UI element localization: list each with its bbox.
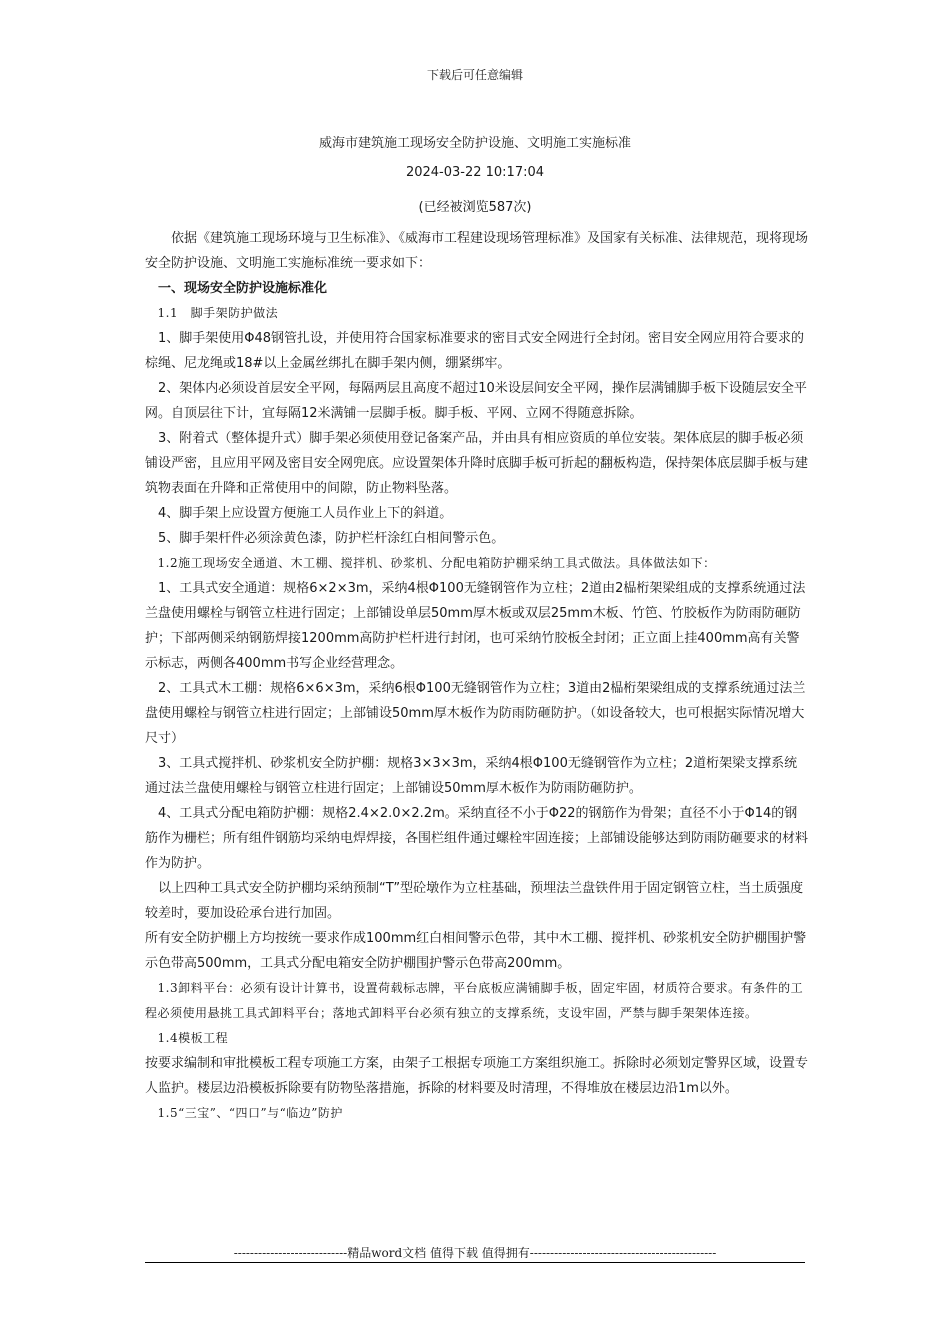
paragraph: 4、脚手架上应设置方便施工人员作业上下的斜道。 bbox=[145, 506, 453, 521]
view-count: (已经被浏览587次) bbox=[418, 200, 532, 215]
subsection-paragraph: 1.3卸料平台：必须有设计计算书，设置荷载标志牌，平台底板应满铺脚手板，固定牢固，材质符合要求。有条件的工程必须使用悬挑工具式卸料平台；落地式卸料平台必须有独立的支撑系统，支设牢固，严禁与脚手架架体连接。 bbox=[145, 981, 804, 1020]
section-heading: 一、现场安全防护设施标准化 bbox=[145, 281, 328, 296]
footer-banner: ----------------------------精品word文档 值得下载 值得拥有---------------------------------------------- bbox=[233, 1246, 717, 1260]
paragraph: 按要求编制和审批模板工程专项施工方案，由架子工根据专项施工方案组织施工。拆除时必须划定警界区域，设置专人监护。楼层边沿模板拆除要有防物坠落措施，拆除的材料要及时清理，不得堆放在楼层边沿1m以外。 bbox=[145, 1056, 809, 1096]
paragraph: 3、附着式（整体提升式）脚手架必须使用登记备案产品，并由具有相应资质的单位安装。架体底层的脚手板必须铺设严密，且应用平网及密目安全网兜底。应设置架体升降时底脚手板可折起的翻板构造，保持架体底层脚手板与建筑物表面在升降和正常使用中的间隙，防止物料坠落。 bbox=[145, 431, 809, 496]
document-body bbox=[145, 226, 810, 1126]
paragraph: 2、架体内必须设首层安全平网，每隔两层且高度不超过10米设层间安全平网，操作层满铺脚手板下设随层安全平网。自顶层往下计，宜每隔12米满铺一层脚手板。脚手板、平网、立网不得随意拆除。 bbox=[145, 381, 807, 421]
paragraph: 3、工具式搅拌机、砂浆机安全防护棚：规格3×3×3m，采纳4根Φ100无缝钢管作为立柱；2道桁架梁支撑系统通过法兰盘使用螺栓与钢管立柱进行固定；上部铺设50mm厚木板作为防雨防砸防护。 bbox=[145, 756, 798, 796]
paragraph: 以上四种工具式安全防护棚均采纳预制“T”型砼墩作为立柱基础，预埋法兰盘铁件用于固定钢管立柱，当土质强度较差时，要加设砼承台进行加固。 bbox=[145, 881, 804, 921]
footer-divider bbox=[145, 1262, 805, 1263]
subsection-heading: 1.4模板工程 bbox=[145, 1031, 229, 1045]
publish-date: 2024-03-22 10:17:04 bbox=[405, 165, 545, 180]
subsection-heading: 1.2施工现场安全通道、木工棚、搅拌机、砂浆机、分配电箱防护棚采纳工具式做法。具体做法如下： bbox=[145, 556, 716, 570]
intro-paragraph: 依据《建筑施工现场环境与卫生标准》、《威海市工程建设现场管理标准》及国家有关标准、法律规范，现将现场安全防护设施、文明施工实施标准统一要求如下： bbox=[145, 231, 809, 271]
header-note: 下载后可任意编辑 bbox=[426, 68, 523, 82]
paragraph: 1、脚手架使用Φ48钢管扎设，并使用符合国家标准要求的密目式安全网进行全封闭。密目安全网应用符合要求的棕绳、尼龙绳或18#以上金属丝绑扎在脚手架内侧，绷紧绑牢。 bbox=[145, 331, 805, 371]
paragraph: 所有安全防护棚上方均按统一要求作成100mm红白相间警示色带，其中木工棚、搅拌机、砂浆机安全防护棚围护警示色带高500mm，工具式分配电箱安全防护棚围护警示色带高200mm。 bbox=[145, 931, 807, 971]
paragraph: 4、工具式分配电箱防护棚：规格2.4×2.0×2.2m。采纳直径不小于Φ22的钢筋作为骨架；直径不小于Φ14的钢筋作为栅栏；所有组件钢筋均采纳电焊焊接，各围栏组件通过螺栓牢固连接；上部铺设能够达到防雨防砸要求的材料作为防护。 bbox=[145, 806, 809, 871]
subsection-heading: 1.1 脚手架防护做法 bbox=[145, 306, 279, 320]
paragraph: 2、工具式木工棚：规格6×6×3m，采纳6根Φ100无缝钢管作为立柱；3道由2榀桁架梁组成的支撑系统通过法兰盘使用螺栓与钢管立柱进行固定；上部铺设50mm厚木板作为防雨防砸防护。（如设备较大，也可根据实际情况增大尺寸） bbox=[145, 681, 806, 746]
paragraph: 1、工具式安全通道：规格6×2×3m，采纳4根Φ100无缝钢管作为立柱；2道由2榀桁架梁组成的支撑系统通过法兰盘使用螺栓与钢管立柱进行固定；上部铺设单层50mm厚木板或双层25mm木板、竹笆、竹胶板作为防雨防砸防护；下部两侧采纳钢筋焊接1200mm高防护栏杆进行封闭，也可采纳竹胶板全封闭；正立面上挂400mm高有关警示标志，两侧各400mm书写企业经营理念。 bbox=[145, 581, 806, 671]
subsection-heading: 1.5“三宝”、“四口”与“临边”防护 bbox=[145, 1106, 343, 1120]
document-title: 威海市建筑施工现场安全防护设施、文明施工实施标准 bbox=[318, 136, 631, 151]
paragraph: 5、脚手架杆件必须涂黄色漆，防护栏杆涂红白相间警示色。 bbox=[145, 531, 505, 546]
